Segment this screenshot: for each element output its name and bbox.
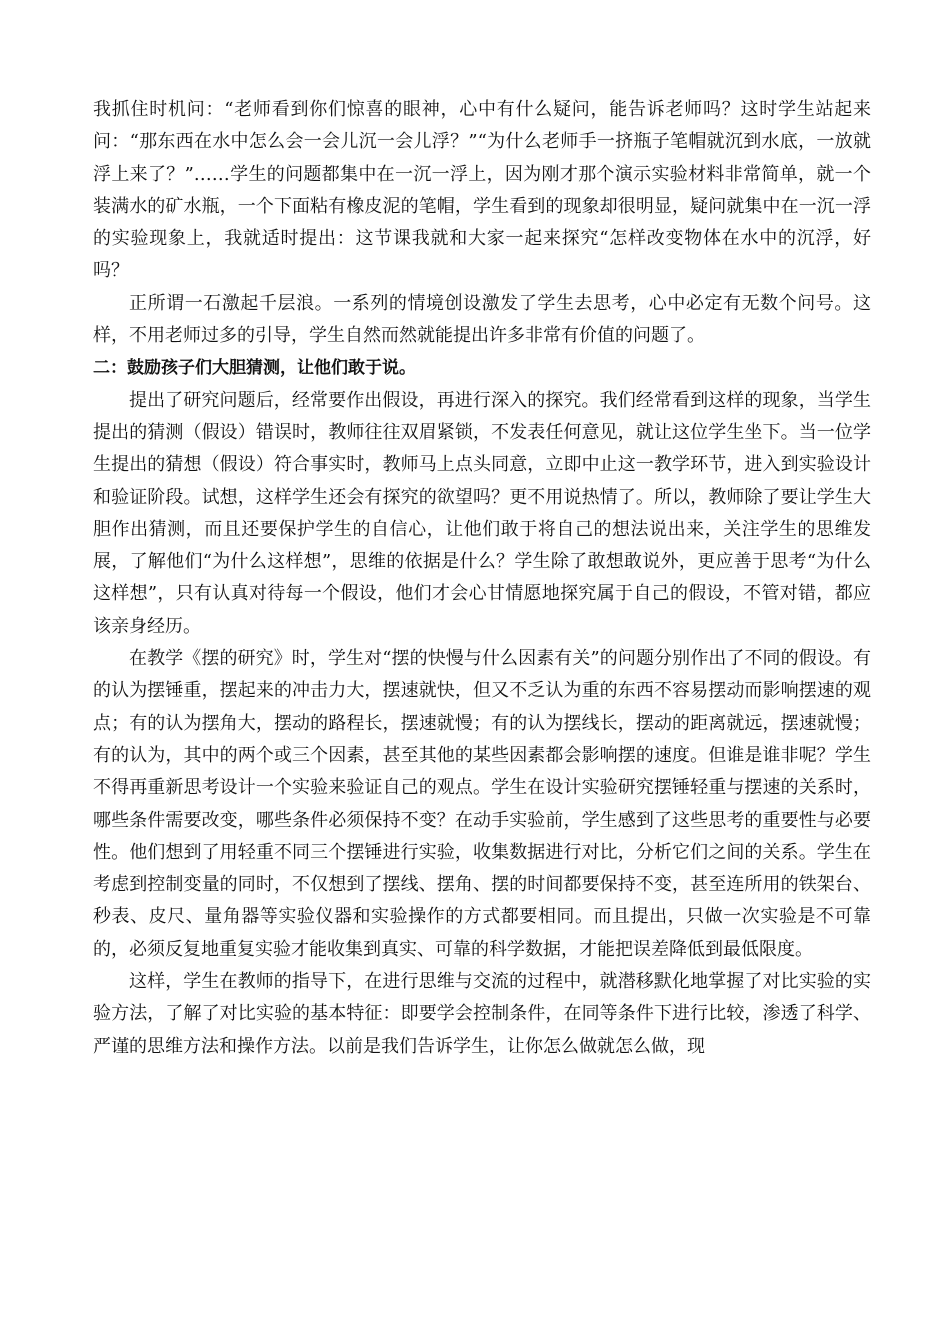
paragraph-4: 在教学《摆的研究》时，学生对“摆的快慢与什么因素有关”的问题分别作出了不同的假设。有的认为摆锤重，摆起来的冲击力大，摆速就快，但又不乏认为重的东西不容易摆动而影响摆速的观点；有的认为摆角大，摆动的路程长，摆速就慢；有的认为摆线长，摆动的距离就远，摆速就慢；有的认为，其中的两个或三个因素，甚至其他的某些因素都会影响摆的速度。但谁是谁非呢？学生不得再重新思考设计一个实验来验证自己的观点。学生在设计实验研究摆锤轻重与摆速的关系时，哪些条件需要改变，哪些条件必须保持不变？在动手实验前，学生感到了这些思考的重要性与必要性。他们想到了用轻重不同三个摆锤进行实验，收集数据进行对比，分析它们之间的关系。学生在考虑到控制变量的同时，不仅想到了摆线、摆角、摆的时间都要保持不变，甚至连所用的铁架台、秒表、皮尺、量角器等实验仪器和实验操作的方式都要相同。而且提出，只做一次实验是不可靠的，必须反复地重复实验才能收集到真实、可靠的科学数据，才能把误差降低到最低限度。 <box>93 648 871 960</box>
paragraph-2: 正所谓一石激起千层浪。一系列的情境创设激发了学生去思考，心中必定有无数个问号。这样，不用老师过多的引导，学生自然而然就能提出许多非常有价值的问题了。 <box>93 292 871 347</box>
document-page <box>93 94 871 1063</box>
paragraph-3: 提出了研究问题后，经常要作出假设，再进行深入的探究。我们经常看到这样的现象，当学生提出的猜测（假设）错误时，教师往往双眉紧锁，不发表任何意见，就让这位学生坐下。当一位学生提出的猜想（假设）符合事实时，教师马上点头同意，立即中止这一教学环节，进入到实验设计和验证阶段。试想，这样学生还会有探究的欲望吗？更不用说热情了。所以，教师除了要让学生大胆作出猜测，而且还要保护学生的自信心，让他们敢于将自己的想法说出来，关注学生的思维发展，了解他们“为什么这样想”，思维的依据是什么？学生除了敢想敢说外，更应善于思考“为什么这样想”，只有认真对待每一个假设，他们才会心甘情愿地探究属于自己的假设，不管对错，都应该亲身经历。 <box>93 389 871 637</box>
section-heading: 二：鼓励孩子们大胆猜测，让他们敢于说。 <box>93 358 416 379</box>
paragraph-1: 我抓住时机问：“老师看到你们惊喜的眼神，心中有什么疑问，能告诉老师吗？这时学生站起来问：“那东西在水中怎么会一会儿沉一会儿浮？”“为什么老师手一挤瓶子笔帽就沉到水底，一放就浮上来了？”……学生的问题都集中在一沉一浮上，因为刚才那个演示实验材料非常简单，就一个装满水的矿水瓶，一个下面粘有橡皮泥的笔帽，学生看到的现象却很明显，疑问就集中在一沉一浮的实验现象上，我就适时提出：这节课我就和大家一起来探究“怎样改变物体在水中的沉浮，好吗？ <box>93 99 871 282</box>
paragraph-5: 这样，学生在教师的指导下，在进行思维与交流的过程中，就潜移默化地掌握了对比实验的实验方法，了解了对比实验的基本特征：即要学会控制条件，在同等条件下进行比较，渗透了科学、严谨的思维方法和操作方法。以前是我们告诉学生，让你怎么做就怎么做，现 <box>93 971 871 1057</box>
